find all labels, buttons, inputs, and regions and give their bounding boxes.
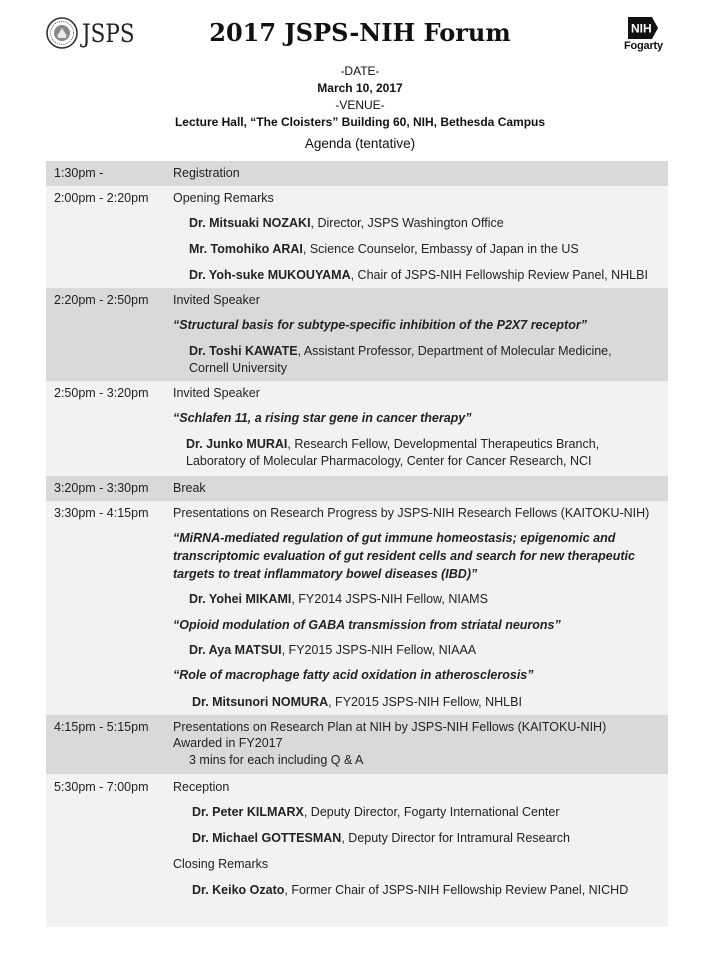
fogarty-text: Fogarty <box>624 40 663 52</box>
agenda-item: Break <box>173 481 206 495</box>
speaker-name: Dr. Yohei MIKAMI <box>189 592 292 606</box>
speaker-name: Mr. Tomohiko ARAI <box>189 242 303 256</box>
speaker-name: Dr. Mitsunori NOMURA <box>192 695 329 709</box>
agenda-block-invited-speaker-2 <box>46 381 668 476</box>
talk-title: “MiRNA-mediated regulation of gut immune homeostasis; epigenomic and <box>173 531 616 545</box>
venue-label: -VENUE- <box>335 98 385 112</box>
nih-badge-icon <box>628 17 658 39</box>
agenda-note: 3 mins for each including Q & A <box>189 753 364 767</box>
talk-title: “Opioid modulation of GABA transmission from striatal neurons” <box>173 618 561 632</box>
date-label: -DATE- <box>340 64 380 78</box>
event-date: March 10, 2017 <box>317 81 403 95</box>
agenda-title: Agenda (tentative) <box>304 136 416 151</box>
speaker-line <box>192 694 664 710</box>
agenda-block-research-plan <box>46 715 668 774</box>
speaker-line <box>189 215 664 231</box>
time-slot: 2:20pm - 2:50pm <box>54 293 149 307</box>
speaker-line <box>189 267 664 283</box>
page-title: 2017 JSPS-NIH Forum <box>209 18 511 47</box>
speaker-role: , FY2014 JSPS-NIH Fellow, NIAMS <box>291 592 488 606</box>
speaker-name: Dr. Peter KILMARX <box>192 805 304 819</box>
agenda-item: Presentations on Research Progress by JSPS-NIH Research Fellows (KAITOKU-NIH) <box>173 506 650 520</box>
agenda-block-break <box>46 476 668 501</box>
speaker-name: Dr. Toshi KAWATE <box>189 344 298 358</box>
agenda-table <box>46 161 668 927</box>
time-slot: 3:30pm - 4:15pm <box>54 506 149 520</box>
time-slot: 1:30pm - <box>54 166 104 180</box>
agenda-block-reception <box>46 774 668 927</box>
speaker-affiliation: Cornell University <box>189 361 287 375</box>
speaker-affiliation: Laboratory of Molecular Pharmacology, Center for Cancer Research, NCI <box>186 454 592 468</box>
speaker-line <box>186 436 664 452</box>
nih-badge-text: NIH <box>631 21 652 36</box>
time-slot: 3:20pm - 3:30pm <box>54 481 149 495</box>
speaker-name: Dr. Mitsuaki NOZAKI <box>189 216 311 230</box>
agenda-item: Presentations on Research Plan at NIH by JSPS-NIH Fellows (KAITOKU-NIH) <box>173 720 607 734</box>
speaker-line <box>189 241 664 257</box>
speaker-name: Dr. Michael GOTTESMAN <box>192 831 342 845</box>
talk-title: “Structural basis for subtype-specific inhibition of the P2X7 receptor” <box>173 318 587 332</box>
agenda-block-research-progress <box>46 501 668 715</box>
agenda-item-cont: Awarded in FY2017 <box>173 736 283 750</box>
speaker-role: , Assistant Professor, Department of Molecular Medicine, <box>297 344 612 358</box>
event-venue: Lecture Hall, “The Cloisters” Building 60, NIH, Bethesda Campus <box>174 115 546 129</box>
speaker-role: , Former Chair of JSPS-NIH Fellowship Review Panel, NICHD <box>284 883 629 897</box>
agenda-block-invited-speaker-1 <box>46 288 668 381</box>
agenda-item: Invited Speaker <box>173 293 260 307</box>
speaker-name: Dr. Yoh-suke MUKOUYAMA <box>189 268 351 282</box>
speaker-line <box>192 804 664 820</box>
talk-title: “Schlafen 11, a rising star gene in cancer therapy” <box>173 411 472 425</box>
page-header <box>0 0 720 160</box>
speaker-line <box>189 591 664 607</box>
speaker-role: , Chair of JSPS-NIH Fellowship Review Panel, NHLBI <box>350 268 648 282</box>
speaker-line <box>192 830 664 846</box>
speaker-name: Dr. Aya MATSUI <box>189 643 282 657</box>
speaker-line <box>192 882 664 898</box>
jsps-logo-text: JSPS <box>82 18 135 48</box>
agenda-item: Invited Speaker <box>173 386 260 400</box>
time-slot: 2:50pm - 3:20pm <box>54 386 149 400</box>
speaker-name: Dr. Keiko Ozato <box>192 883 285 897</box>
agenda-block-opening <box>46 186 668 288</box>
nih-fogarty-logo <box>624 17 666 52</box>
speaker-name: Dr. Junko MURAI <box>186 437 288 451</box>
speaker-role: , Deputy Director, Fogarty International Center <box>303 805 560 819</box>
time-slot: 2:00pm - 2:20pm <box>54 191 149 205</box>
speaker-role: , Director, JSPS Washington Office <box>310 216 504 230</box>
agenda-block-registration <box>46 161 668 186</box>
talk-title-cont: transcriptomic evaluation of gut resident cells and search for new therapeutic <box>173 549 635 563</box>
time-slot: 5:30pm - 7:00pm <box>54 780 149 794</box>
speaker-role: , Deputy Director for Intramural Research <box>341 831 570 845</box>
speaker-role: , FY2015 JSPS-NIH Fellow, NIAAA <box>281 643 477 657</box>
agenda-item: Reception <box>173 780 230 794</box>
speaker-line <box>189 642 664 658</box>
agenda-item: Closing Remarks <box>173 857 269 871</box>
agenda-item: Registration <box>173 166 240 180</box>
speaker-role: , Research Fellow, Developmental Therapeutics Branch, <box>287 437 600 451</box>
speaker-role: , FY2015 JSPS-NIH Fellow, NHLBI <box>328 695 522 709</box>
time-slot: 4:15pm - 5:15pm <box>54 720 149 734</box>
speaker-role: , Science Counselor, Embassy of Japan in the US <box>302 242 579 256</box>
agenda-item: Opening Remarks <box>173 191 274 205</box>
speaker-line <box>189 343 664 359</box>
talk-title: “Role of macrophage fatty acid oxidation in atherosclerosis” <box>173 668 534 682</box>
talk-title-cont: targets to treat inflammatory bowel diseases (IBD)” <box>173 567 478 581</box>
